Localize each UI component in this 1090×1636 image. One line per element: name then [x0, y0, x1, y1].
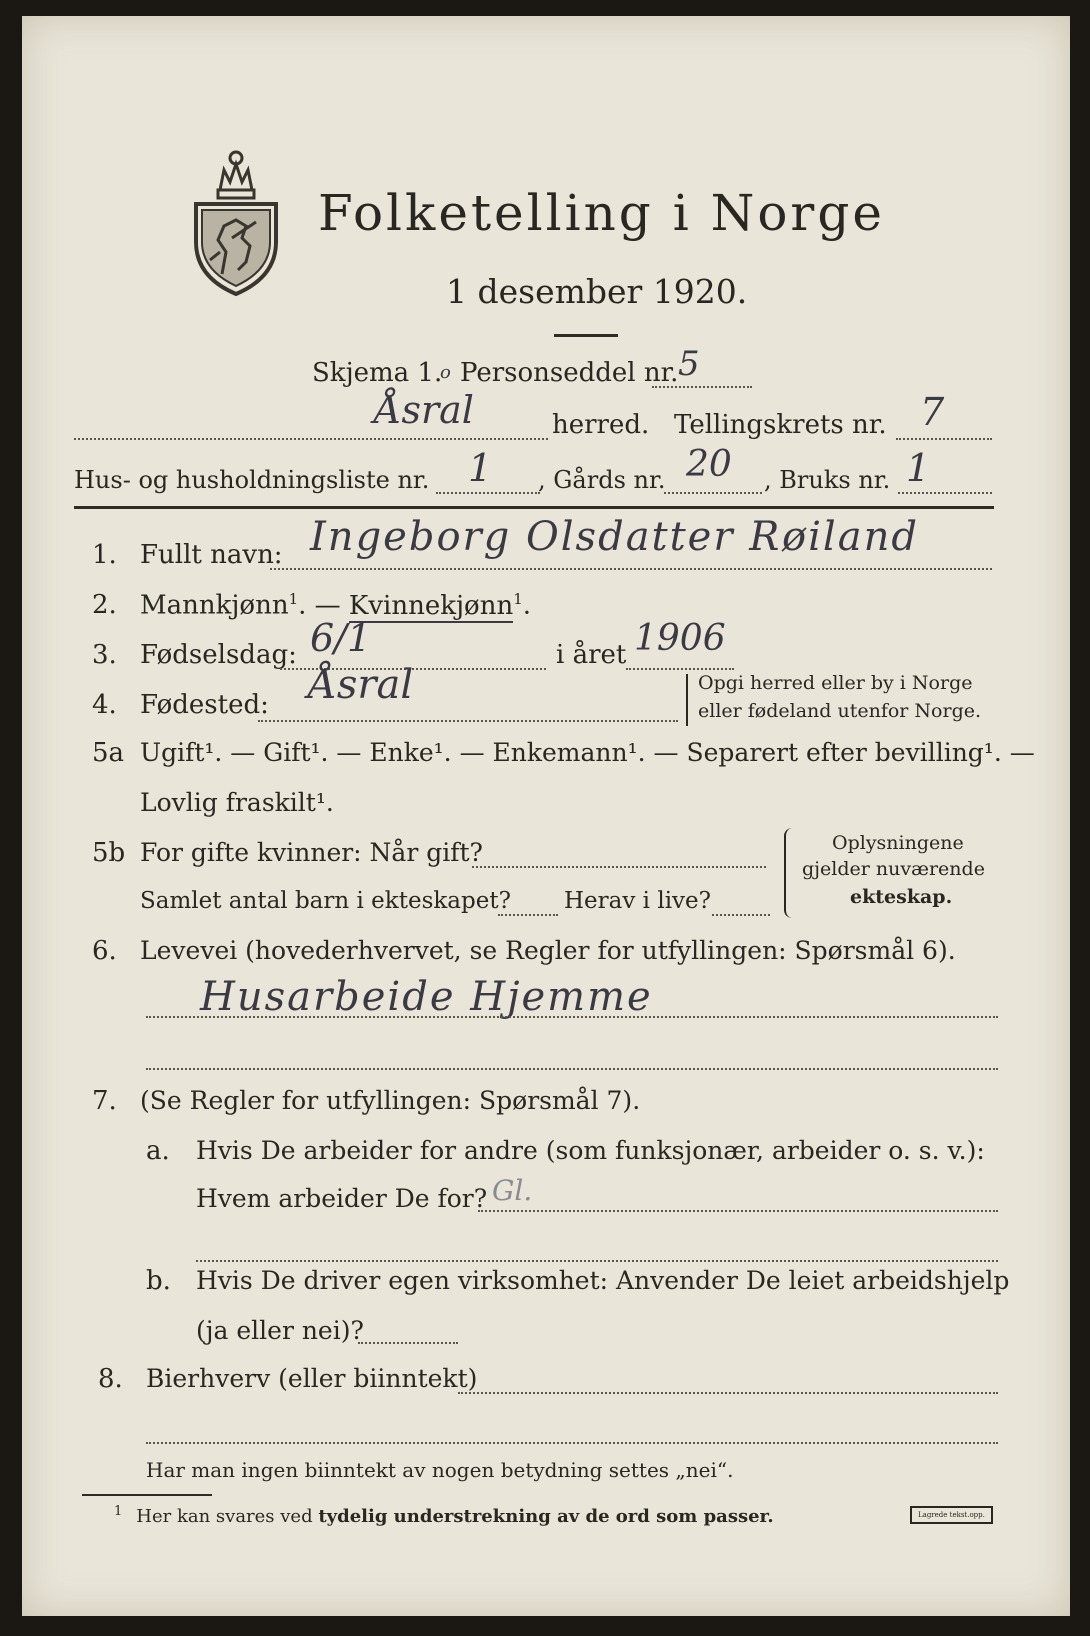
q5b-note-line2: gjelder nuværende: [802, 858, 985, 880]
q1-label: Fullt navn:: [140, 540, 283, 570]
herred-label: herred.: [552, 410, 650, 440]
levevei-value: Husarbeide Hjemme: [200, 974, 653, 1020]
footnote-mark: 1: [114, 1504, 123, 1519]
bruks-value: 1: [906, 446, 931, 490]
tellingskrets-value: 7: [920, 390, 945, 434]
personseddel-label: Personseddel nr.: [460, 358, 679, 388]
levevei-field-line2: [146, 1068, 998, 1070]
year-value: 1906: [634, 618, 726, 659]
gender-separator: . —: [298, 590, 341, 621]
q3-label: Fødselsdag:: [140, 640, 297, 670]
herav-i-live-field: [712, 914, 770, 916]
marital-status-options-line2: Lovlig fraskilt¹.: [140, 788, 334, 817]
bierhverv-field: [458, 1392, 998, 1394]
form-title: Folketelling i Norge: [318, 184, 885, 242]
q7a-number: a.: [146, 1136, 170, 1166]
q6-label: Levevei (hovederhvervet, se Regler for utfyllingen: Spørsmål 6).: [140, 936, 956, 965]
q1-field: [270, 568, 992, 570]
gards-label: , Gårds nr.: [538, 466, 666, 494]
q4-label: Fødested:: [140, 690, 269, 720]
q7a-line1: Hvis De arbeider for andre (som funksjonær, arbeider o. s. v.):: [196, 1136, 985, 1165]
year-field: [626, 668, 734, 670]
q7-label: (Se Regler for utfyllingen: Spørsmål 7).: [140, 1086, 641, 1115]
q6-number: 6.: [92, 936, 117, 966]
skjema-label: Skjema 1.: [312, 358, 443, 388]
q5a-number: 5a: [92, 738, 125, 768]
bruks-label: , Bruks nr.: [764, 466, 891, 494]
husholdningsliste-value: 1: [468, 446, 493, 490]
q7a-line2: Hvem arbeider De for?: [196, 1184, 488, 1213]
q7b-number: b.: [146, 1266, 171, 1296]
levevei-field-line1: [146, 1016, 998, 1018]
herav-i-live-label: Herav i live?: [564, 888, 711, 914]
q4-note-line1: Opgi herred eller by i Norge: [698, 672, 973, 694]
q5b-number: 5b: [92, 838, 126, 868]
herred-field: [74, 438, 548, 440]
q3-number: 3.: [92, 640, 117, 670]
nar-gift-label: For gifte kvinner: Når gift?: [140, 838, 483, 867]
printer-stamp: Lagrede tekst.opp.: [910, 1506, 993, 1524]
footnote: [114, 1504, 774, 1527]
full-name-value: Ingeborg Olsdatter Røiland: [310, 514, 919, 560]
q4-number: 4.: [92, 690, 117, 720]
husholdningsliste-field: [436, 492, 540, 494]
footnote-text: Her kan svares ved: [136, 1506, 319, 1527]
census-date: 1 desember 1920.: [446, 272, 748, 311]
fodested-field: [258, 720, 678, 722]
tellingskrets-field: [896, 438, 992, 440]
marital-status-options: Ugift¹. — Gift¹. — Enke¹. — Enkemann¹. — Separert efter bevilling¹. —: [140, 738, 1035, 767]
mannkjonn-option: Mannkjønn: [140, 590, 289, 621]
herred-value: Åsral: [374, 388, 474, 432]
antal-barn-label: Samlet antal barn i ekteskapet?: [140, 888, 511, 914]
gender-end: .: [522, 590, 531, 621]
q7b-line2: (ja eller nei)?: [196, 1316, 364, 1345]
header-divider: [74, 506, 994, 509]
nar-gift-field: [472, 866, 766, 868]
bierhverv-field-line2: [146, 1442, 998, 1444]
hvem-arbeider-value: Gl.: [492, 1174, 533, 1207]
footnote-text-bold: tydelig understrekning av de ord som passer.: [318, 1506, 774, 1527]
q2-number: 2.: [92, 590, 117, 620]
personseddel-value: 5: [678, 344, 700, 384]
tellingskrets-label: Tellingskrets nr.: [674, 410, 887, 440]
q4-note-line2: eller fødeland utenfor Norge.: [698, 700, 982, 722]
husholdningsliste-label: Hus- og husholdningsliste nr.: [74, 466, 430, 494]
q8-label: Bierhverv (eller biinntekt): [146, 1364, 478, 1393]
q7b-line1: Hvis De driver egen virksomhet: Anvender De leiet arbeidshjelp: [196, 1266, 1010, 1295]
fodselsdag-value: 6/1: [310, 616, 372, 660]
kvinnekjonn-option: Kvinnekjønn: [348, 590, 514, 621]
q1-number: 1.: [92, 540, 117, 570]
q8-number: 8.: [98, 1364, 123, 1394]
year-label: i året: [556, 640, 627, 670]
q5b-note-line3: ekteskap.: [850, 886, 953, 908]
leiet-arbeidshjelp-field: [358, 1342, 458, 1344]
q7a-field-line2: [196, 1260, 998, 1262]
gards-field: [664, 492, 762, 494]
q5b-brace: [784, 828, 792, 918]
fodested-value: Åsral: [308, 662, 414, 708]
hvem-arbeider-field: [478, 1210, 998, 1212]
footnote-divider: [82, 1494, 212, 1496]
bruks-field: [898, 492, 992, 494]
census-form: [22, 16, 1070, 1616]
q4-brace: [686, 674, 694, 726]
norway-coat-of-arms-icon: [190, 142, 282, 298]
skjema-mark: o: [440, 362, 451, 383]
q7-number: 7.: [92, 1086, 117, 1116]
q5b-note-line1: Oplysningene: [832, 832, 964, 854]
footer-note: Har man ingen biinntekt av nogen betydning settes „nei“.: [146, 1458, 734, 1482]
antal-barn-field: [498, 914, 558, 916]
title-divider: [554, 334, 618, 337]
personseddel-field: [652, 386, 752, 388]
gender-options: Mannkjønn$^1$. — Kvinnekjønn$^1$.: [140, 590, 531, 621]
gards-value: 20: [686, 444, 732, 485]
